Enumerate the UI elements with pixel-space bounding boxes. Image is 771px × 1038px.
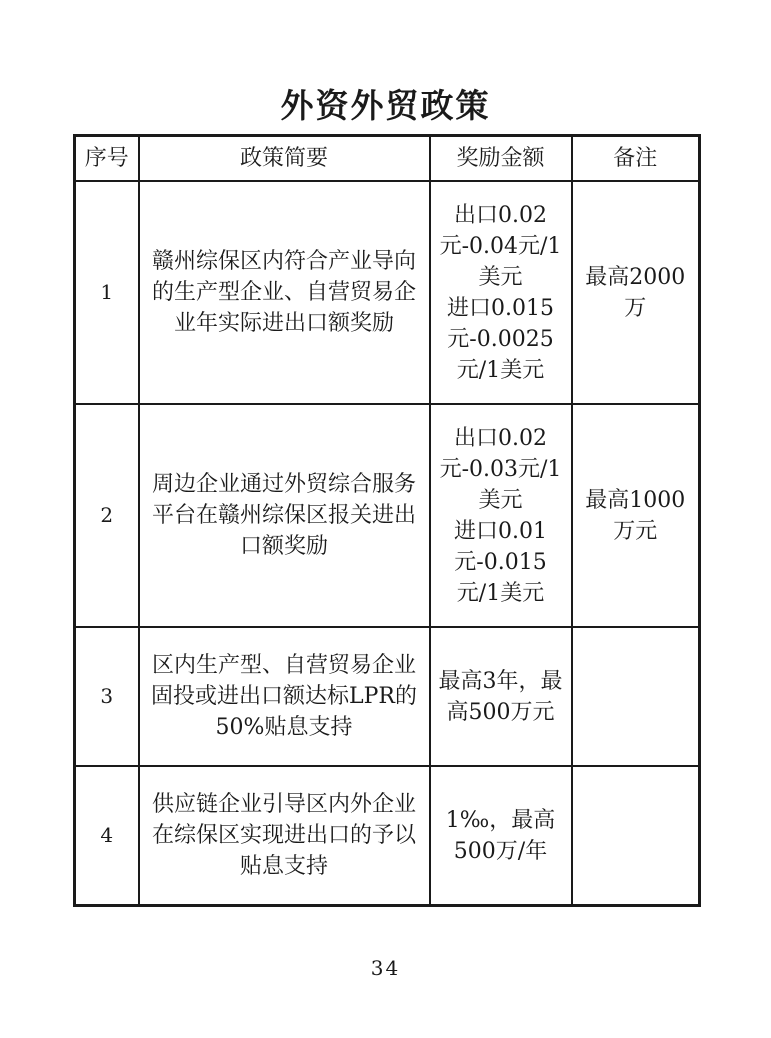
row-index: 3 [75,627,139,766]
row-index: 4 [75,766,139,906]
row-index: 1 [75,181,139,404]
row-note [572,627,700,766]
policy-table [73,134,701,907]
row-summary: 赣州综保区内符合产业导向的生产型企业、自营贸易企业年实际进出口额奖励 [139,181,430,404]
table-header-row [75,136,700,182]
row-summary: 区内生产型、自营贸易企业固投或进出口额达标LPR的50%贴息支持 [139,627,430,766]
row-summary: 供应链企业引导区内外企业在综保区实现进出口的予以贴息支持 [139,766,430,906]
row-summary: 周边企业通过外贸综合服务平台在赣州综保区报关进出口额奖励 [139,404,430,627]
table-row [75,766,700,906]
row-note: 最高2000万 [572,181,700,404]
row-amount: 最高3年，最高500万元 [430,627,572,766]
header-amount: 奖励金额 [430,136,572,182]
page-number: 34 [370,956,401,980]
row-note [572,766,700,906]
table-row [75,627,700,766]
header-note: 备注 [572,136,700,182]
header-summary: 政策简要 [139,136,430,182]
row-amount: 1‰，最高500万/年 [430,766,572,906]
row-amount: 出口0.02元-0.03元/1美元 进口0.01元-0.015元/1美元 [430,404,572,627]
page-title: 外资外贸政策 [280,86,491,125]
header-index: 序号 [75,136,139,182]
row-amount: 出口0.02元-0.04元/1美元 进口0.015元-0.0025元/1美元 [430,181,572,404]
row-note: 最高1000万元 [572,404,700,627]
table-row [75,181,700,404]
row-index: 2 [75,404,139,627]
table-row [75,404,700,627]
